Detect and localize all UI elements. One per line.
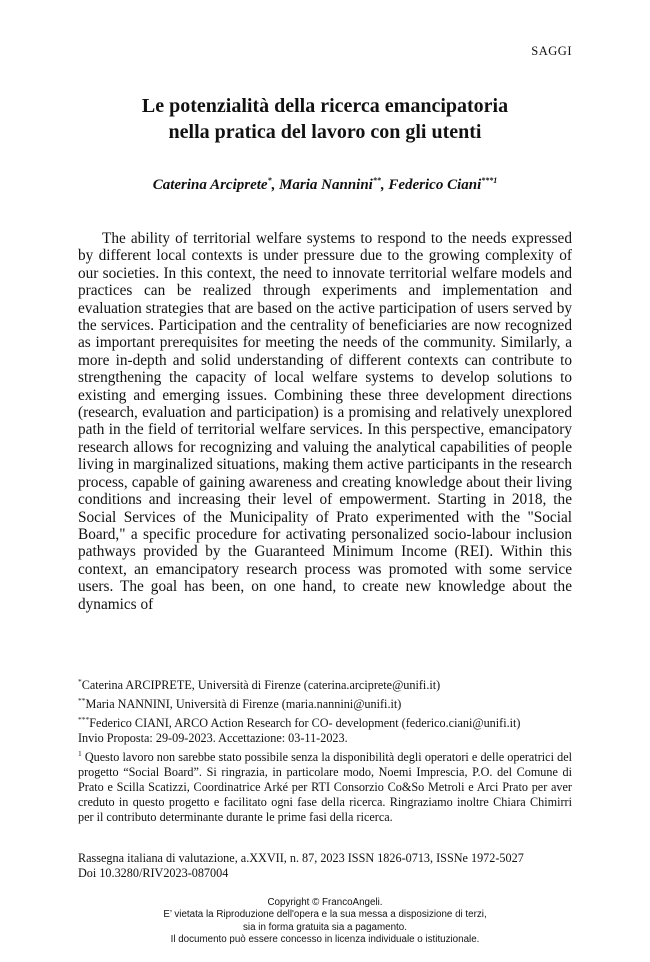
footnote-text: Maria NANNINI, Università di Firenze (maria.nannini@unifi.it) — [85, 697, 402, 712]
author-name: Caterina Arciprete — [152, 177, 268, 193]
author-name: Federico Ciani — [388, 177, 482, 193]
footnote-text: Invio Proposta: 29-09-2023. Accettazione: 03-11-2023. — [78, 731, 348, 746]
footnote-text: Questo lavoro non sarebbe stato possibile senza la disponibilità degli operatori e delle operatrici del progetto “Social Board”. Si ringrazia, in particolare modo, Noemi Imprescia, P.O. del Comune di Prato e Scilla Scatizzi, Coordinatrice Arké per RTI Consorzio Co&So Metroli e Arci Prato per aver creduto in questo progetto e facilitato ogni fase della ricerca. Ringraziamo inoltre Chiara Chimirri per il contributo determinante durante le prime fasi della ricerca. — [78, 750, 572, 825]
copyright-line: sia in forma gratuita sia a pagamento. — [243, 921, 407, 933]
author-mark: ** — [372, 176, 381, 185]
footnote-text: Federico CIANI, ARCO Action Research for CO- development (federico.ciani@unifi.it) — [89, 716, 521, 731]
author-mark: * — [267, 176, 272, 185]
footnote — [78, 674, 572, 693]
footnote-text: Caterina ARCIPRETE, Università di Firenze (caterina.arciprete@unifi.it) — [81, 678, 441, 693]
copyright-line: Copyright © FrancoAngeli. — [267, 897, 383, 908]
author-separator: , — [380, 177, 389, 193]
footnote — [78, 712, 572, 731]
doi-line: Doi 10.3280/RIV2023-087004 — [78, 866, 229, 880]
footnote — [78, 693, 572, 712]
author-separator: , — [271, 177, 280, 193]
abstract: The ability of territorial welfare systems to respond to the needs expressed by different local contexts is under pressure due to the growing complexity of our societies. In this context, the need to innovate territorial welfare models and practices can be realized through experiments and implementation and evaluation strategies that are based on the active participation of users served by the services. Participation and the centrality of beneficiaries are now recognized as important prerequisites for meeting the needs of the community. Similarly, a more in-depth and solid understanding of different contexts can contribute to strengthening the capacity of local welfare systems to develop solutions to existing and emerging issues. Combining these three development directions (research, evaluation and participation) is a promising and relatively unexplored path in the field of territorial welfare services. In this perspective, emancipatory research allows for recognizing and valuing the analytical capabilities of people living in marginalized situations, making them active participants in the research process, capable of gaining awareness and creating knowledge about their living conditions and increasing their level of empowerment. Starting in 2018, the Social Services of the Municipality of Prato experimented with the "Social Board," a specific procedure for activating personalized socio-labour inclusion pathways provided by the Guaranteed Minimum Income (REI). Within this context, an emancipatory research process was promoted with some service users. The goal has been, on one hand, to create new knowledge about the dynamics of — [78, 230, 572, 613]
copyright-line: Il documento può essere concesso in licenza individuale o istituzionale. — [170, 933, 480, 945]
footnote — [78, 731, 572, 746]
footnote-mark: 1 — [78, 749, 82, 759]
journal-citation — [78, 851, 572, 881]
section-label: SAGGI — [531, 44, 572, 58]
copyright-line: E’ vietata la Riproduzione dell'opera e la sua messa a disposizione di terzi, — [163, 909, 487, 921]
footnote — [78, 746, 572, 825]
article-title — [75, 93, 575, 145]
title-line-2: nella pratica del lavoro con gli utenti — [168, 121, 482, 143]
citation-line: Rassegna italiana di valutazione, a.XXVII, n. 87, 2023 ISSN 1826-0713, ISSNe 1972-5027 — [78, 851, 524, 865]
footnote-mark: * — [78, 677, 82, 686]
copyright-notice — [75, 897, 575, 946]
author-mark: ***1 — [481, 176, 498, 185]
title-line-1: Le potenzialità della ricerca emancipatoria — [141, 95, 509, 117]
author-list — [75, 176, 575, 194]
author-name: Maria Nannini — [279, 177, 373, 193]
footnote-mark: ** — [78, 696, 86, 706]
footnotes — [78, 674, 572, 825]
footnote-mark: *** — [78, 715, 90, 725]
